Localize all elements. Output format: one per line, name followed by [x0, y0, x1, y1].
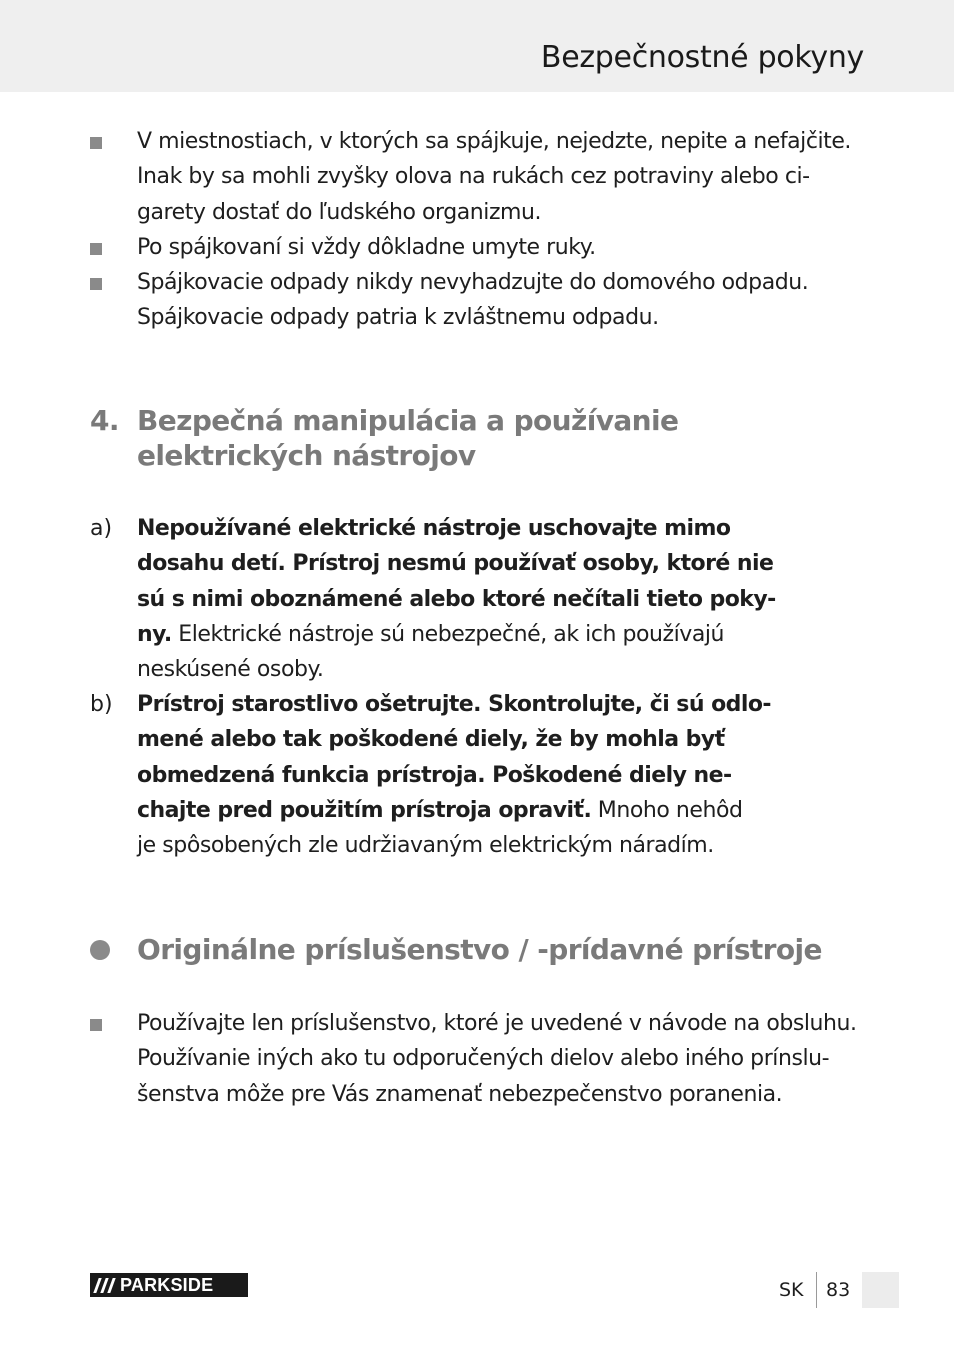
language-code: SK	[779, 1279, 804, 1301]
item-label: b)	[90, 692, 113, 717]
instruction-bold-line: dosahu detí. Prístroj nesmú používať osoby, ktoré nie	[137, 551, 774, 577]
instruction-line: je spôsobených zle udržiavaným elektrickým náradím.	[137, 833, 714, 859]
list-item-line: Spájkovacie odpady patria k zvláštnemu odpadu.	[137, 305, 659, 331]
page-title: Bezpečnostné pokyny	[540, 40, 864, 75]
item-label: a)	[90, 516, 113, 541]
instruction-text: Mnoho nehôd	[591, 797, 743, 823]
list-item	[0, 124, 954, 230]
circle-bullet-icon	[90, 940, 110, 960]
parkside-logo	[90, 1273, 248, 1297]
list-item-line: Spájkovacie odpady nikdy nevyhadzujte do domového odpadu.	[137, 270, 809, 296]
instruction-line: neskúsené osoby.	[137, 657, 324, 683]
section-heading	[90, 403, 678, 473]
section-title: Originálne príslušenstvo / -prídavné prístroje	[137, 933, 822, 966]
list-item-line: Používajte len príslušenstvo, ktoré je uvedené v návode na obsluhu.	[137, 1011, 857, 1036]
footer-divider	[816, 1272, 817, 1308]
instruction-mixed-line	[137, 617, 877, 652]
square-bullet-icon	[90, 137, 102, 149]
square-bullet-icon	[90, 278, 102, 290]
instruction-bold-line: sú s nimi oboznámené alebo ktoré nečítali tieto poky-	[137, 586, 776, 612]
page-tab-marker	[862, 1272, 899, 1308]
bullet-list-top	[0, 124, 954, 336]
list-item	[0, 1006, 954, 1112]
section-title-line: Bezpečná manipulácia a používanie	[137, 404, 679, 437]
instruction-bold-tail: ny.	[137, 621, 172, 647]
instruction-bold-line: obmedzená funkcia prístroja. Poškodené diely ne-	[137, 762, 732, 788]
list-item-line: Používanie iných ako tu odporučených dielov alebo iného prínslu-	[137, 1046, 830, 1072]
list-item	[0, 265, 954, 336]
instruction-bold-line: Nepoužívané elektrické nástroje uschovajte mimo	[137, 516, 731, 541]
slashes-icon	[90, 1273, 118, 1297]
square-bullet-icon	[90, 243, 102, 255]
page-number: 83	[826, 1279, 851, 1301]
list-item-line: šenstva môže pre Vás znamenať nebezpečenstvo poranenia.	[137, 1081, 783, 1107]
list-item	[0, 230, 954, 265]
section-title-line: elektrických nástrojov	[137, 439, 476, 472]
instruction-bold-tail: chajte pred použitím prístroja opraviť.	[137, 797, 592, 823]
instruction-bold-line: mené alebo tak poškodené diely, že by mohla byť	[137, 727, 725, 753]
instruction-text: Elektrické nástroje sú nebezpečné, ak ich používajú	[171, 621, 725, 647]
instruction-bold-line: Prístroj starostlivo ošetrujte. Skontrolujte, či sú odlo-	[137, 692, 771, 717]
section-number: 4.	[90, 404, 119, 437]
list-item-line: V miestnostiach, v ktorých sa spájkuje, nejedzte, nepite a nefajčite.	[137, 129, 851, 154]
square-bullet-icon	[90, 1019, 102, 1031]
list-item-line: garety dostať do ľudského organizmu.	[137, 199, 542, 225]
brand-name: PARKSIDE	[120, 1274, 214, 1295]
list-item-line: Po spájkovaní si vždy dôkladne umyte ruky.	[137, 234, 596, 260]
list-item-line: Inak by sa mohli zvyšky olova na rukách cez potraviny alebo ci-	[137, 164, 810, 190]
bullet-list-bottom	[0, 1006, 954, 1112]
instruction-item-a	[0, 511, 954, 687]
instruction-mixed-line	[137, 793, 877, 828]
instruction-item-b	[0, 687, 954, 863]
